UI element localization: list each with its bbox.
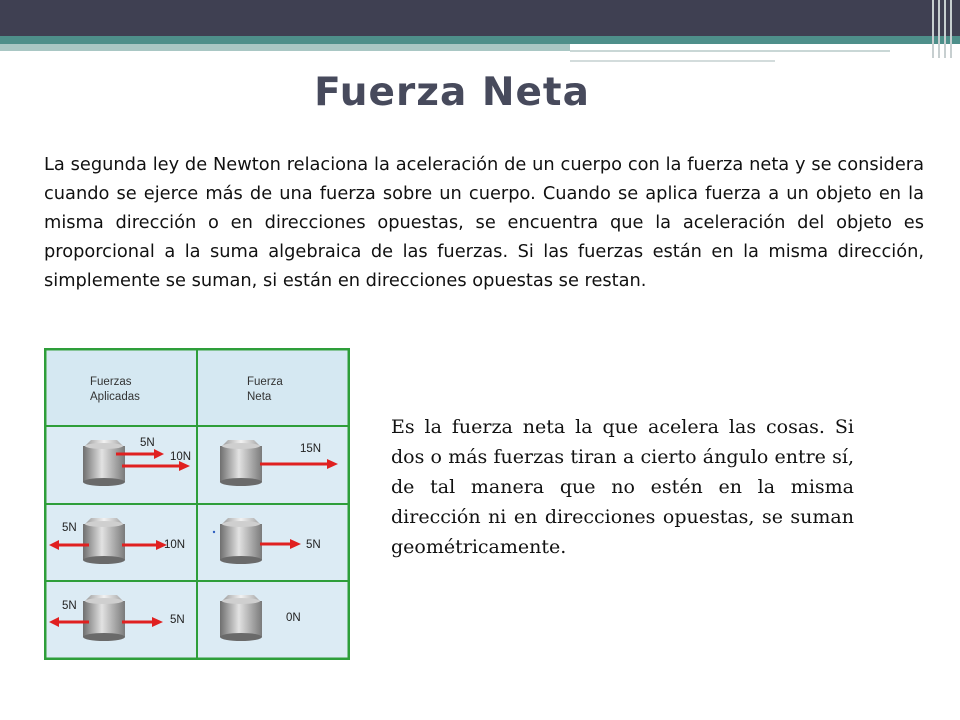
cylinder-icon	[83, 595, 125, 641]
header-net-line2: Neta	[247, 391, 272, 403]
decor-line	[944, 0, 946, 58]
slide-title: Fuerza Neta	[314, 70, 590, 115]
decor-line	[938, 0, 940, 58]
row3-net: 0N	[286, 612, 301, 624]
row1-net: 15N	[300, 443, 322, 455]
net-force-table	[44, 348, 350, 660]
cylinder-icon	[220, 595, 262, 641]
cylinder-icon	[220, 440, 262, 486]
header-applied-line1: Fuerzas	[90, 376, 132, 388]
accent-line	[570, 60, 775, 62]
top-bar	[0, 0, 960, 36]
cylinder-icon	[220, 518, 262, 564]
accent-bar	[0, 36, 960, 44]
row3-applied-b: 5N	[170, 614, 185, 626]
row2-applied-b: 10N	[164, 539, 186, 551]
accent-line	[570, 50, 890, 52]
decor-line	[932, 0, 934, 58]
net-force-paragraph: Es la fuerza neta la que acelera las cosas. Si dos o más fuerzas tiran a cierto ángulo entre sí, de tal manera que no estén en la misma dirección ni en direcciones opuestas, se suman geométricamente.	[391, 416, 854, 558]
row2-net: 5N	[306, 539, 321, 551]
row2-applied-a: 5N	[62, 522, 77, 534]
row1-applied-a: 5N	[140, 437, 155, 449]
accent-stripe	[0, 44, 570, 51]
intro-paragraph: La segunda ley de Newton relaciona la aceleración de un cuerpo con la fuerza neta y se considera cuando se ejerce más de una fuerza sobre un cuerpo. Cuando se aplica fuerza a un objeto en la misma dirección o en direcciones opuestas, se encuentra que la aceleración del objeto es proporcional a la suma algebraica de las fuerzas. Si las fuerzas están en la misma dirección, simplemente se suman, si están en direcciones opuestas se restan.	[44, 154, 924, 291]
header-applied-line2: Aplicadas	[90, 391, 140, 403]
header-net-line1: Fuerza	[247, 376, 283, 388]
row1-applied-b: 10N	[170, 451, 192, 463]
decor-line	[950, 0, 952, 58]
cylinder-icon	[83, 518, 125, 564]
cylinder-icon	[83, 440, 125, 486]
row3-applied-a: 5N	[62, 600, 77, 612]
